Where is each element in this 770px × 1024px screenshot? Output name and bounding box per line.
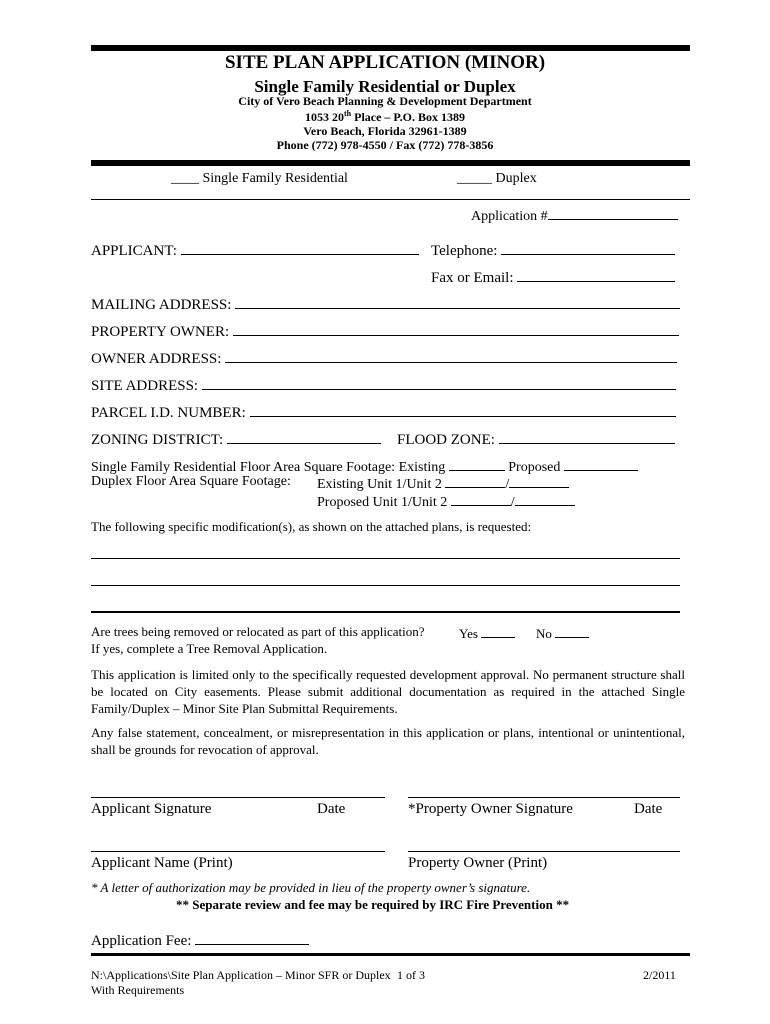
owner-print-line[interactable] — [408, 851, 680, 852]
modification-line-2[interactable] — [91, 585, 680, 586]
flood-zone-field[interactable]: FLOOD ZONE: — [397, 430, 675, 449]
department-name: City of Vero Beach Planning & Development Department — [238, 94, 532, 108]
trees-question: Are trees being removed or relocated as part of this application? — [91, 624, 425, 639]
applicant-name-label: Applicant Name (Print) — [91, 855, 233, 871]
duplex-option[interactable]: _____ Duplex — [457, 171, 537, 186]
owner-print-label: Property Owner (Print) — [408, 855, 548, 871]
property-owner-field[interactable]: PROPERTY OWNER: — [91, 322, 679, 341]
footer-date: 2/2011 — [643, 968, 676, 982]
owner-signature-line[interactable] — [408, 797, 680, 798]
trees-note: If yes, complete a Tree Removal Application. — [91, 641, 328, 656]
applicant-signature-line[interactable] — [91, 797, 385, 798]
site-address-field[interactable]: SITE ADDRESS: — [91, 376, 676, 395]
department-address: 1053 20th Place – P.O. Box 1389 — [304, 109, 465, 124]
fax-email-field[interactable]: Fax or Email: — [431, 268, 675, 287]
footer-rule — [91, 953, 690, 956]
department-city: Vero Beach, Florida 32961-1389 — [303, 124, 467, 138]
trees-yes[interactable]: Yes — [459, 624, 515, 642]
owner-date-label: Date — [634, 801, 663, 817]
applicant-signature-label: Applicant Signature — [91, 801, 212, 817]
zoning-district-field[interactable]: ZONING DISTRICT: — [91, 430, 381, 449]
applicant-name-line[interactable] — [91, 851, 385, 852]
authorization-note: * A letter of authorization may be provided in lieu of the property owner’s signature. — [91, 880, 531, 895]
trees-no[interactable]: No — [536, 624, 589, 642]
duplex-footage-label: Duplex Floor Area Square Footage: — [91, 474, 291, 489]
footer-path: N:\Applications\Site Plan Application – Minor SFR or Duplex — [91, 968, 391, 982]
applicant-date-label: Date — [317, 801, 346, 817]
header-rule — [91, 160, 690, 166]
modification-line-1[interactable] — [91, 558, 680, 559]
footer-page-number: 1 of 3 — [397, 968, 425, 982]
false-statement-paragraph: Any false statement, concealment, or misrepresentation in this application or plans, intentional or unintentional, shall be grounds for revocation of approval. — [91, 725, 685, 757]
department-phone: Phone (772) 978-4550 / Fax (772) 778-3856 — [276, 138, 494, 152]
modification-line-3[interactable] — [91, 611, 680, 613]
sfr-option[interactable]: ____ Single Family Residential — [171, 171, 348, 186]
duplex-existing-unit[interactable]: Existing Unit 1/Unit 2 / — [317, 474, 569, 493]
application-number-field[interactable]: Application # — [471, 206, 678, 225]
separate-review-note: ** Separate review and fee may be required by IRC Fire Prevention ** — [176, 897, 570, 912]
mailing-address-field[interactable]: MAILING ADDRESS: — [91, 295, 680, 314]
modifications-label: The following specific modification(s), as shown on the attached plans, is requested: — [91, 519, 532, 534]
application-fee-field[interactable]: Application Fee: — [91, 931, 309, 950]
owner-address-field[interactable]: OWNER ADDRESS: — [91, 349, 677, 368]
type-divider — [91, 199, 690, 200]
limited-approval-paragraph: This application is limited only to the specifically requested development approval. No permanent structure shall be located on City easements. Please submit additional documentation as required in the attached Single Family/Duplex – Minor Site Plan Submittal Requirements. — [91, 667, 685, 716]
top-rule — [91, 45, 690, 51]
owner-signature-label: *Property Owner Signature — [408, 801, 573, 817]
duplex-proposed-unit[interactable]: Proposed Unit 1/Unit 2 / — [317, 492, 575, 511]
parcel-id-field[interactable]: PARCEL I.D. NUMBER: — [91, 403, 676, 422]
footer-path-2: With Requirements — [91, 983, 185, 997]
sfr-footage-row[interactable]: Single Family Residential Floor Area Square Footage: Existing Proposed — [91, 457, 638, 476]
form-title: SITE PLAN APPLICATION (MINOR) — [224, 52, 546, 73]
applicant-field[interactable]: APPLICANT: — [91, 241, 419, 260]
telephone-field[interactable]: Telephone: — [431, 241, 675, 260]
form-subtitle: Single Family Residential or Duplex — [254, 77, 516, 96]
